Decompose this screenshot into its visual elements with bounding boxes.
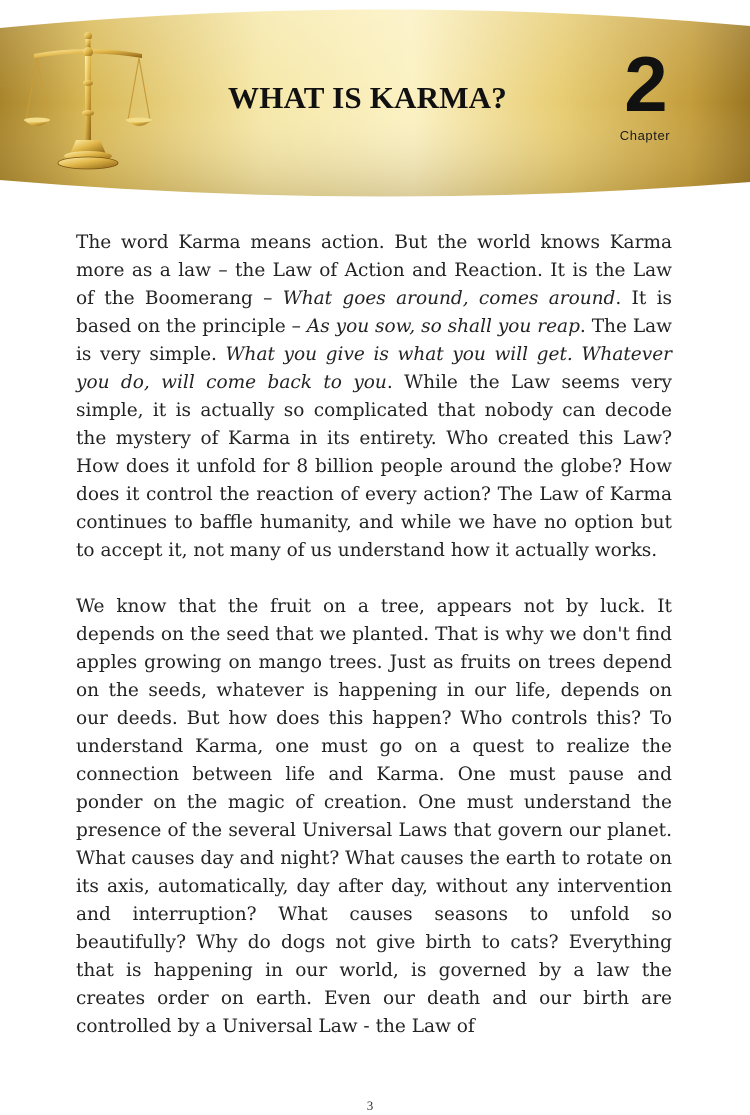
text-segment: . It is based on the principle – (76, 288, 673, 337)
paragraph-1 (76, 229, 672, 565)
text-segment: . The Law is very simple. (76, 316, 672, 365)
page-number: 3 (366, 1098, 374, 1113)
text-segment: We know that the fruit on a tree, appears not by luck. It depends on the seed that we planted. That is why we don't find apples growing on mango trees. Just as fruits on trees depend on the seeds, whatever is happening in our life, depends on our deeds. But how does this happen? Who controls this? To understand Karma, one must go on a quest to realize the connection between life and Karma. One must pause and ponder on the magic of creation. One must understand the presence of the several Universal Laws that govern our planet. What causes day and night? What causes the earth to rotate on its axis, automatically, day after day, without any intervention and interruption? What causes seasons to unfold so beautifully? Why do dogs not give birth to cats? Everything that is happening in our world, is governed by a law the creates order on earth. Even our death and our birth are controlled by a Universal Law - the Law of (76, 596, 672, 1037)
text-segment: The word Karma means action. But the world knows Karma more as a law – the Law of Action and Reaction. It is the Law of the Boomerang – (76, 232, 672, 309)
paragraph-2 (76, 593, 672, 1041)
chapter-title: WHAT IS KARMA? (228, 80, 507, 115)
chapter-label: Chapter (619, 128, 671, 143)
scales-of-justice-icon (24, 28, 152, 173)
text-segment: . While the Law seems very simple, it is actually so complicated that nobody can decode the mystery of Karma in its entirety. Who created this Law? How does it unfold for 8 billion people around the globe? How does it control the reaction of every action? The Law of Karma continues to baffle humanity, and while we have no option but to accept it, not many of us understand how it actually works. (76, 372, 672, 561)
chapter-number: 2 (624, 40, 668, 128)
italic-phrase: As you sow, so shall you reap (306, 316, 580, 337)
italic-phrase: What goes around, comes around (282, 288, 616, 309)
chapter-body (76, 229, 672, 1041)
italic-phrase: What you give is what you will get. Whatever you do, will come back to you (76, 344, 672, 393)
